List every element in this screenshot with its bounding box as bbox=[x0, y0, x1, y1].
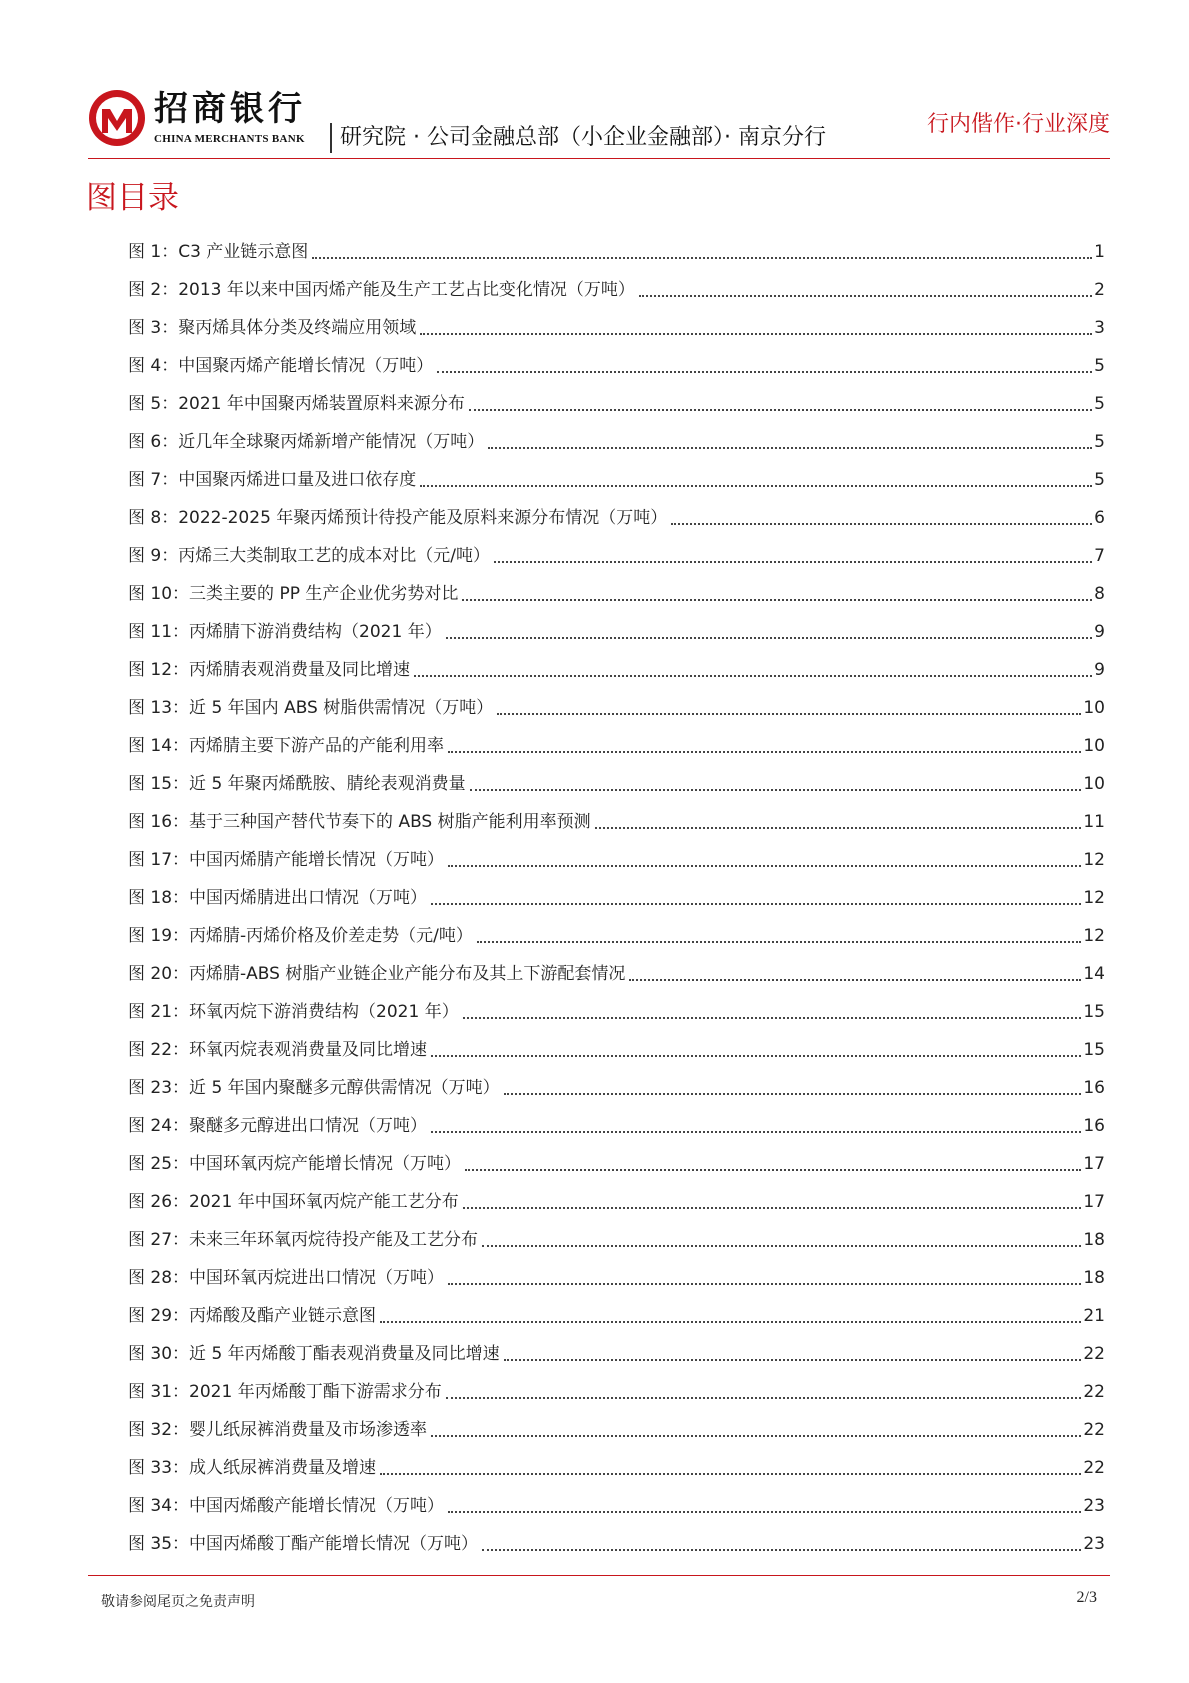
toc-entry-page: 23 bbox=[1083, 1534, 1105, 1554]
toc-entry-label: 图 32：婴儿纸尿裤消费量及市场渗透率 bbox=[128, 1420, 428, 1440]
toc-entry[interactable] bbox=[128, 530, 1105, 568]
toc-leader-dots bbox=[420, 485, 1092, 487]
toc-leader-dots bbox=[482, 1245, 1081, 1247]
toc-entry-page: 5 bbox=[1094, 432, 1105, 452]
toc-leader-dots bbox=[446, 1397, 1082, 1399]
toc-entry-page: 5 bbox=[1094, 394, 1105, 414]
toc-entry-label: 图 4：中国聚丙烯产能增长情况（万吨） bbox=[128, 356, 434, 376]
toc-leader-dots bbox=[312, 257, 1092, 259]
toc-entry[interactable] bbox=[128, 416, 1105, 454]
toc-leader-dots bbox=[380, 1321, 1081, 1323]
toc-entry-page: 15 bbox=[1083, 1040, 1105, 1060]
toc-entry-page: 5 bbox=[1094, 470, 1105, 490]
toc-entry-label: 图 1：C3 产业链示意图 bbox=[128, 242, 309, 262]
toc-entry[interactable] bbox=[128, 226, 1105, 264]
page-title: 图目录 bbox=[86, 180, 179, 216]
toc-entry-page: 9 bbox=[1094, 660, 1105, 680]
toc-entry-page: 12 bbox=[1083, 850, 1105, 870]
footer-divider bbox=[88, 1575, 1110, 1576]
toc-entry[interactable] bbox=[128, 720, 1105, 758]
toc-entry-page: 22 bbox=[1083, 1344, 1105, 1364]
toc-entry-label: 图 30：近 5 年丙烯酸丁酯表观消费量及同比增速 bbox=[128, 1344, 500, 1364]
toc-entry-page: 6 bbox=[1094, 508, 1105, 528]
toc-entry[interactable] bbox=[128, 568, 1105, 606]
toc-leader-dots bbox=[420, 333, 1092, 335]
toc-entry-page: 23 bbox=[1083, 1496, 1105, 1516]
toc-leader-dots bbox=[504, 1359, 1082, 1361]
toc-entry-label: 图 18：中国丙烯腈进出口情况（万吨） bbox=[128, 888, 428, 908]
toc-leader-dots bbox=[463, 1017, 1082, 1019]
toc-leader-dots bbox=[639, 295, 1092, 297]
toc-entry[interactable] bbox=[128, 682, 1105, 720]
toc-leader-dots bbox=[414, 675, 1092, 677]
toc-leader-dots bbox=[477, 941, 1081, 943]
toc-entry-page: 21 bbox=[1083, 1306, 1105, 1326]
toc-entry[interactable] bbox=[128, 1442, 1105, 1480]
toc-entry-label: 图 23：近 5 年国内聚醚多元醇供需情况（万吨） bbox=[128, 1078, 500, 1098]
toc-entry[interactable] bbox=[128, 1252, 1105, 1290]
toc-leader-dots bbox=[431, 1435, 1081, 1437]
toc-entry-page: 10 bbox=[1083, 774, 1105, 794]
toc-entry-page: 8 bbox=[1094, 584, 1105, 604]
toc-entry-label: 图 33：成人纸尿裤消费量及增速 bbox=[128, 1458, 377, 1478]
toc-leader-dots bbox=[671, 523, 1092, 525]
toc-entry-label: 图 25：中国环氧丙烷产能增长情况（万吨） bbox=[128, 1154, 462, 1174]
toc-entry[interactable] bbox=[128, 606, 1105, 644]
toc-entry[interactable] bbox=[128, 948, 1105, 986]
toc-entry-label: 图 14：丙烯腈主要下游产品的产能利用率 bbox=[128, 736, 445, 756]
toc-entry[interactable] bbox=[128, 302, 1105, 340]
toc-entry-page: 10 bbox=[1083, 736, 1105, 756]
toc-entry-page: 22 bbox=[1083, 1458, 1105, 1478]
toc-entry[interactable] bbox=[128, 834, 1105, 872]
toc-leader-dots bbox=[448, 865, 1081, 867]
toc-entry-label: 图 11：丙烯腈下游消费结构（2021 年） bbox=[128, 622, 442, 642]
toc-leader-dots bbox=[462, 599, 1092, 601]
toc-entry-label: 图 26：2021 年中国环氧丙烷产能工艺分布 bbox=[128, 1192, 459, 1212]
toc-entry-page: 14 bbox=[1083, 964, 1105, 984]
toc-entry-label: 图 15：近 5 年聚丙烯酰胺、腈纶表观消费量 bbox=[128, 774, 466, 794]
toc-entry-label: 图 20：丙烯腈-ABS 树脂产业链企业产能分布及其上下游配套情况 bbox=[128, 964, 626, 984]
toc-entry[interactable] bbox=[128, 872, 1105, 910]
toc-leader-dots bbox=[431, 1055, 1081, 1057]
toc-leader-dots bbox=[497, 713, 1081, 715]
toc-entry-page: 17 bbox=[1083, 1154, 1105, 1174]
toc-entry-label: 图 21：环氧丙烷下游消费结构（2021 年） bbox=[128, 1002, 459, 1022]
toc-entry-label: 图 17：中国丙烯腈产能增长情况（万吨） bbox=[128, 850, 445, 870]
toc-entry-label: 图 13：近 5 年国内 ABS 树脂供需情况（万吨） bbox=[128, 698, 494, 718]
footer-disclaimer: 敬请参阅尾页之免责声明 bbox=[101, 1594, 255, 1610]
toc-entry[interactable] bbox=[128, 796, 1105, 834]
toc-leader-dots bbox=[595, 827, 1082, 829]
toc-entry[interactable] bbox=[128, 454, 1105, 492]
toc-entry[interactable] bbox=[128, 1214, 1105, 1252]
toc-entry-label: 图 2：2013 年以来中国丙烯产能及生产工艺占比变化情况（万吨） bbox=[128, 280, 635, 300]
toc-entry-page: 16 bbox=[1083, 1116, 1105, 1136]
toc-entry-page: 7 bbox=[1094, 546, 1105, 566]
toc-entry[interactable] bbox=[128, 340, 1105, 378]
toc-entry[interactable] bbox=[128, 1024, 1105, 1062]
toc-entry-label: 图 12：丙烯腈表观消费量及同比增速 bbox=[128, 660, 411, 680]
department-line: 研究院 · 公司金融总部（小企业金融部）· 南京分行 bbox=[330, 123, 826, 153]
toc-entry-label: 图 24：聚醚多元醇进出口情况（万吨） bbox=[128, 1116, 428, 1136]
brand-name-cn: 招商银行 bbox=[154, 89, 306, 129]
header-divider bbox=[88, 158, 1110, 159]
toc-entry[interactable] bbox=[128, 1328, 1105, 1366]
toc-entry[interactable] bbox=[128, 986, 1105, 1024]
toc-leader-dots bbox=[488, 447, 1092, 449]
toc-entry-page: 15 bbox=[1083, 1002, 1105, 1022]
toc-entry-page: 17 bbox=[1083, 1192, 1105, 1212]
toc-leader-dots bbox=[380, 1473, 1081, 1475]
toc-entry-page: 3 bbox=[1094, 318, 1105, 338]
toc-entry-page: 5 bbox=[1094, 356, 1105, 376]
toc-leader-dots bbox=[446, 637, 1092, 639]
toc-leader-dots bbox=[494, 561, 1092, 563]
toc-entry-page: 10 bbox=[1083, 698, 1105, 718]
toc-leader-dots bbox=[504, 1093, 1082, 1095]
toc-entry-label: 图 34：中国丙烯酸产能增长情况（万吨） bbox=[128, 1496, 445, 1516]
toc-entry-page: 2 bbox=[1094, 280, 1105, 300]
toc-leader-dots bbox=[470, 789, 1082, 791]
toc-leader-dots bbox=[482, 1549, 1081, 1551]
toc-entry-label: 图 5：2021 年中国聚丙烯装置原料来源分布 bbox=[128, 394, 465, 414]
toc-entry[interactable] bbox=[128, 758, 1105, 796]
toc-entry[interactable] bbox=[128, 378, 1105, 416]
toc-leader-dots bbox=[431, 903, 1081, 905]
toc-entry-page: 18 bbox=[1083, 1268, 1105, 1288]
toc-entry-label: 图 28：中国环氧丙烷进出口情况（万吨） bbox=[128, 1268, 445, 1288]
toc-entry-page: 18 bbox=[1083, 1230, 1105, 1250]
toc-leader-dots bbox=[448, 751, 1081, 753]
report-tag: 行内偕作·行业深度 bbox=[927, 112, 1110, 137]
toc-entry-label: 图 27：未来三年环氧丙烷待投产能及工艺分布 bbox=[128, 1230, 479, 1250]
toc-entry-label: 图 8：2022-2025 年聚丙烯预计待投产能及原料来源分布情况（万吨） bbox=[128, 508, 668, 528]
toc-leader-dots bbox=[448, 1511, 1081, 1513]
toc-leader-dots bbox=[431, 1131, 1081, 1133]
toc-entry-label: 图 22：环氧丙烷表观消费量及同比增速 bbox=[128, 1040, 428, 1060]
toc-entry[interactable] bbox=[128, 1518, 1105, 1556]
brand-name-en: CHINA MERCHANTS BANK bbox=[154, 133, 305, 145]
toc-entry[interactable] bbox=[128, 1176, 1105, 1214]
toc-entry-page: 9 bbox=[1094, 622, 1105, 642]
toc-entry-label: 图 6：近几年全球聚丙烯新增产能情况（万吨） bbox=[128, 432, 485, 452]
toc-leader-dots bbox=[469, 409, 1092, 411]
toc-entry-label: 图 16：基于三种国产替代节奏下的 ABS 树脂产能利用率预测 bbox=[128, 812, 591, 832]
toc-entry[interactable] bbox=[128, 910, 1105, 948]
cmb-logo-icon bbox=[88, 89, 146, 147]
toc-leader-dots bbox=[463, 1207, 1082, 1209]
toc-entry-label: 图 3：聚丙烯具体分类及终端应用领域 bbox=[128, 318, 417, 338]
toc-entry-label: 图 35：中国丙烯酸丁酯产能增长情况（万吨） bbox=[128, 1534, 479, 1554]
toc-entry[interactable] bbox=[128, 1404, 1105, 1442]
toc-entry[interactable] bbox=[128, 1138, 1105, 1176]
page-header bbox=[88, 85, 1110, 160]
toc-entry[interactable] bbox=[128, 264, 1105, 302]
toc-entry-label: 图 9：丙烯三大类制取工艺的成本对比（元/吨） bbox=[128, 546, 490, 566]
toc-entry-label: 图 7：中国聚丙烯进口量及进口依存度 bbox=[128, 470, 417, 490]
toc-entry[interactable] bbox=[128, 492, 1105, 530]
toc-entry[interactable] bbox=[128, 644, 1105, 682]
toc-entry-label: 图 29：丙烯酸及酯产业链示意图 bbox=[128, 1306, 377, 1326]
page-number: 2/3 bbox=[1076, 1589, 1097, 1606]
toc-entry-label: 图 31：2021 年丙烯酸丁酯下游需求分布 bbox=[128, 1382, 442, 1402]
toc-entry-page: 22 bbox=[1083, 1420, 1105, 1440]
toc-entry-page: 16 bbox=[1083, 1078, 1105, 1098]
toc-leader-dots bbox=[465, 1169, 1081, 1171]
toc-entry-page: 12 bbox=[1083, 888, 1105, 908]
toc-leader-dots bbox=[629, 979, 1081, 981]
toc-entry[interactable] bbox=[128, 1480, 1105, 1518]
toc-entry-page: 1 bbox=[1094, 242, 1105, 262]
toc-entry[interactable] bbox=[128, 1100, 1105, 1138]
toc-leader-dots bbox=[437, 371, 1092, 373]
toc-entry-label: 图 10：三类主要的 PP 生产企业优劣势对比 bbox=[128, 584, 459, 604]
toc-entry-page: 12 bbox=[1083, 926, 1105, 946]
toc-leader-dots bbox=[448, 1283, 1081, 1285]
figure-toc bbox=[128, 226, 1105, 1556]
toc-entry[interactable] bbox=[128, 1062, 1105, 1100]
toc-entry-label: 图 19：丙烯腈-丙烯价格及价差走势（元/吨） bbox=[128, 926, 473, 946]
toc-entry-page: 22 bbox=[1083, 1382, 1105, 1402]
toc-entry[interactable] bbox=[128, 1290, 1105, 1328]
toc-entry-page: 11 bbox=[1083, 812, 1105, 832]
toc-entry[interactable] bbox=[128, 1366, 1105, 1404]
